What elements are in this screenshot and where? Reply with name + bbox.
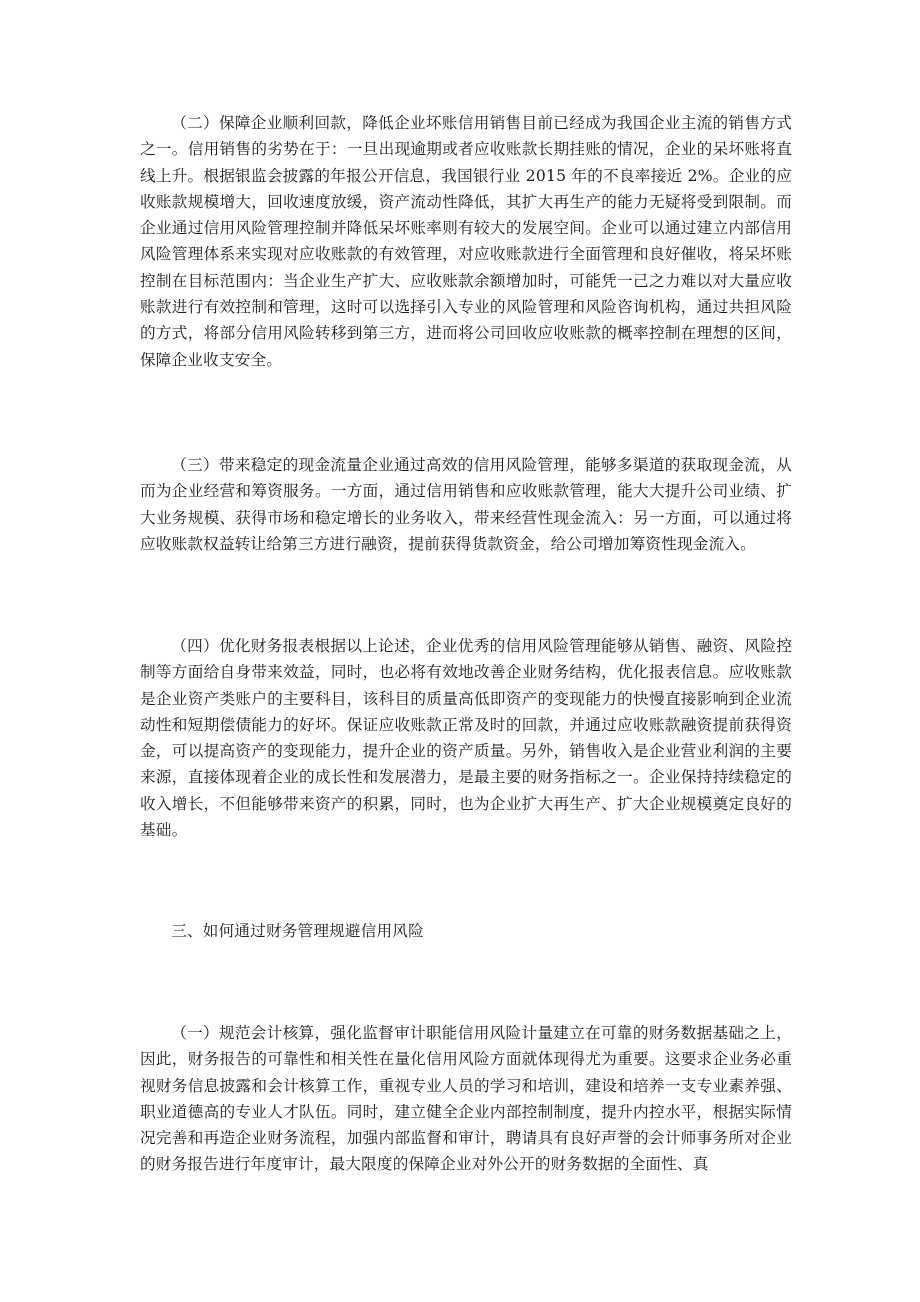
paragraph-guarantee-collection: （二）保障企业顺利回款，降低企业坏账信用销售目前已经成为我国企业主流的销售方式之一。信用销售的劣势在于：一旦出现逾期或者应收账款长期挂账的情况，企业的呆坏账将直线上升。根据银监会披露的年报公开信息，我国银行业 2015 年的不良率接近 2%。企业的应收账款规模增大，回收速度放缓，资产流动性降低，其扩大再生产的能力无疑将受到限制。而企业通过信用风险管理控制并降低呆坏账率则有较大的发展空间。企业可以通过建立内部信用风险管理体系来实现对应收账款的有效管理，对应收账款进行全面管理和良好催收，将呆坏账控制在目标范围内：当企业生产扩大、应收账款余额增加时，可能凭一己之力难以对大量应收账款进行有效控制和管理，这时可以选择引入专业的风险管理和风险咨询机构，通过共担风险的方式，将部分信用风险转移到第三方，进而将公司回收应收账款的概率控制在理想的区间，保障企业收支安全。 (140, 114, 792, 369)
paragraph-optimize-statements: （四）优化财务报表根据以上论述，企业优秀的信用风险管理能够从销售、融资、风险控制等方面给自身带来效益，同时，也必将有效地改善企业财务结构，优化报表信息。应收账款是企业资产类账户的主要科目，该科目的质量高低即资产的变现能力的快慢直接影响到企业流动性和短期偿债能力的好坏。保证应收账款正常及时的回款，并通过应收账款融资提前获得资金，可以提高资产的变现能力，提升企业的资产质量。另外，销售收入是企业营业利润的主要来源，直接体现着企业的成长性和发展潜力，是最主要的财务指标之一。企业保持持续稳定的收入增长，不但能够带来资产的积累，同时，也为企业扩大再生产、扩大企业规模奠定良好的基础。 (140, 637, 792, 840)
section-heading-3: 三、如何通过财务管理规避信用风险 (171, 922, 424, 940)
paragraph-stable-cash-flow: （三）带来稳定的现金流量企业通过高效的信用风险管理，能够多渠道的获取现金流，从而为企业经营和筹资服务。一方面，通过信用销售和应收账款管理，能大大提升公司业绩、扩大业务规模、获得市场和稳定增长的业务收入，带来经营性现金流入：另一方面，可以通过将应收账款权益转让给第三方进行融资，提前获得货款资金，给公司增加筹资性现金流入。 (140, 456, 792, 553)
paragraph-accounting-standards: （一）规范会计核算，强化监督审计职能信用风险计量建立在可靠的财务数据基础之上，因此，财务报告的可靠性和相关性在量化信用风险方面就体现得尤为重要。这要求企业务必重视财务信息披露和会计核算工作，重视专业人员的学习和培训，建设和培养一支专业素养强、职业道德高的专业人才队伍。同时，建立健全企业内部控制制度，提升内控水平，根据实际情况完善和再造企业财务流程，加强内部监督和审计，聘请具有良好声誉的会计师事务所对企业的财务报告进行年度审计，最大限度的保障企业对外公开的财务数据的全面性、真 (140, 1024, 792, 1174)
